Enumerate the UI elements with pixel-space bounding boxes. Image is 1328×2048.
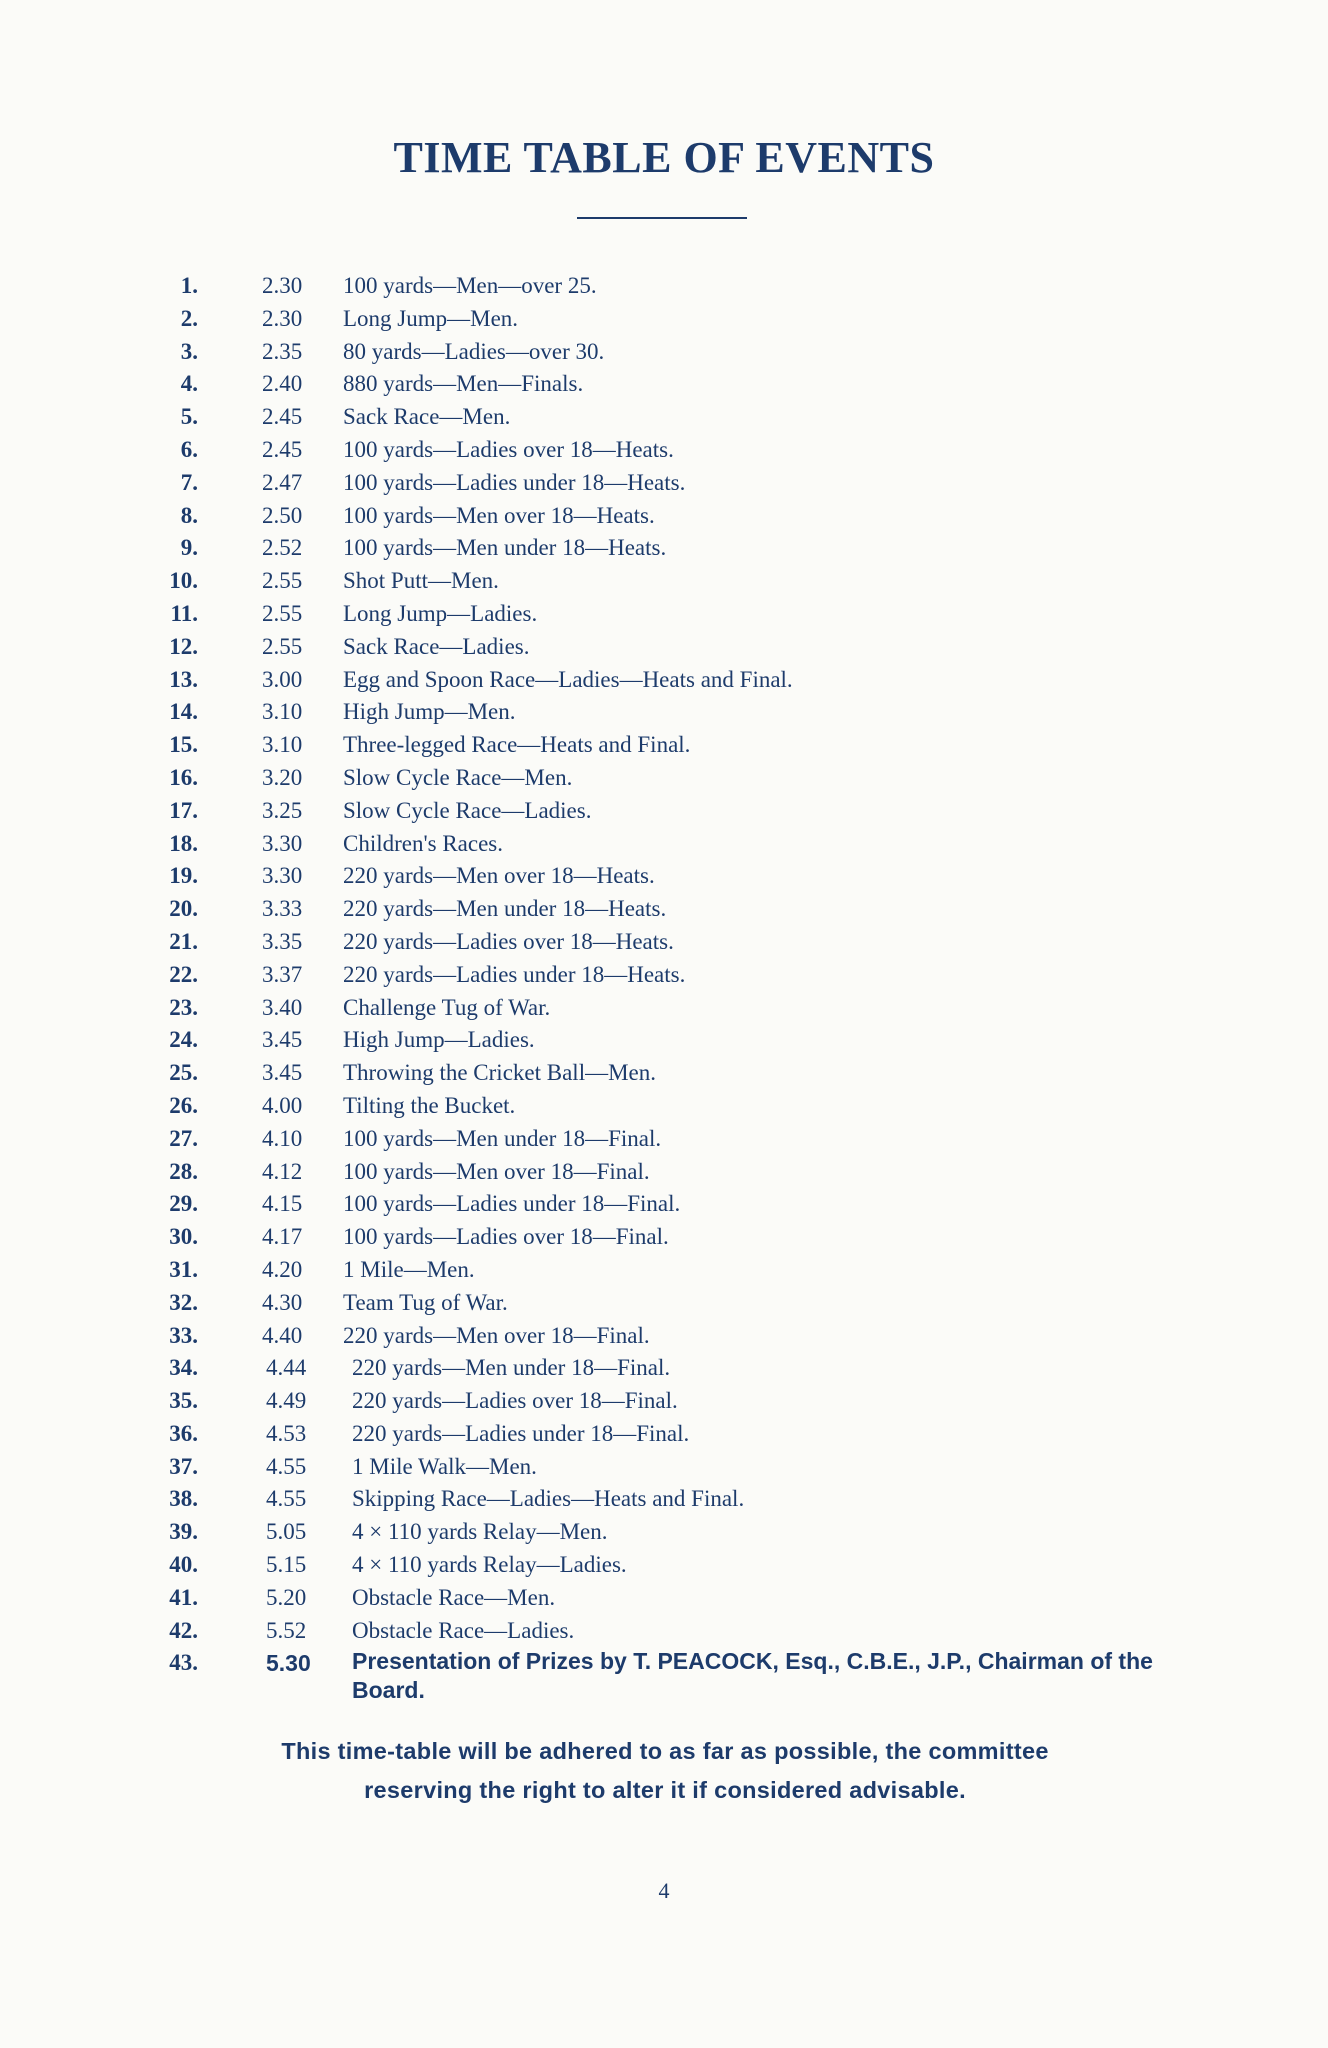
event-description: Long Jump—Men. [343, 305, 519, 331]
event-row [0, 959, 1328, 992]
event-number: 17. [169, 797, 198, 823]
event-number: 9. [180, 535, 198, 561]
event-row [0, 467, 1328, 500]
event-row [0, 1090, 1328, 1123]
event-description: 80 yards—Ladies—over 30. [343, 338, 605, 364]
event-row [0, 1221, 1328, 1254]
event-row [0, 1156, 1328, 1189]
event-description: 220 yards—Men under 18—Final. [352, 1355, 671, 1381]
event-time: 2.55 [262, 633, 303, 659]
event-description: Slow Cycle Race—Ladies. [343, 797, 592, 823]
event-description: 100 yards—Ladies under 18—Heats. [343, 469, 686, 495]
event-row [0, 1287, 1328, 1320]
event-number: 39. [169, 1519, 198, 1545]
event-number: 4. [180, 371, 198, 397]
event-description: Long Jump—Ladies. [343, 600, 538, 626]
event-time: 5.20 [266, 1584, 307, 1610]
event-row [0, 1123, 1328, 1156]
event-number: 31. [169, 1256, 198, 1282]
event-description: 220 yards—Ladies over 18—Final. [352, 1388, 678, 1414]
event-time: 3.10 [262, 732, 303, 758]
event-number: 34. [169, 1355, 198, 1381]
event-time: 5.05 [266, 1519, 307, 1545]
event-row [0, 434, 1328, 467]
event-time: 2.30 [262, 273, 303, 298]
event-time: 2.35 [262, 338, 303, 364]
event-number: 14. [169, 699, 198, 725]
event-time: 5.15 [266, 1552, 307, 1578]
event-time: 2.50 [262, 502, 303, 528]
event-description: 100 yards—Ladies over 18—Final. [343, 1224, 669, 1250]
event-description: 1 Mile Walk—Men. [352, 1453, 537, 1479]
event-number: 5. [180, 404, 198, 430]
event-description: 1 Mile—Men. [343, 1256, 475, 1282]
event-description: 220 yards—Ladies under 18—Final. [352, 1420, 690, 1446]
event-row [0, 1024, 1328, 1057]
event-number: 19. [169, 863, 198, 889]
page-title: TIME TABLE OF EVENTS [393, 133, 935, 182]
timetable-note: This time-table will be adhered to as far as possible, the committee reserving the right to alter it if considered advisable. [281, 1738, 1049, 1803]
event-row [0, 532, 1328, 565]
event-number: 26. [169, 1092, 198, 1118]
event-description: 4 × 110 yards Relay—Men. [352, 1519, 608, 1545]
event-description: 220 yards—Men over 18—Heats. [343, 863, 655, 889]
event-time: 4.55 [266, 1453, 307, 1479]
event-time: 3.20 [262, 764, 303, 790]
event-number: 2. [180, 305, 198, 331]
event-row [0, 303, 1328, 336]
event-number: 40. [169, 1552, 198, 1578]
event-description: 100 yards—Men—over 25. [343, 273, 597, 298]
event-time: 3.10 [262, 699, 303, 725]
event-number: 35. [169, 1388, 198, 1414]
event-number: 7. [180, 469, 198, 495]
event-time: 5.30 [266, 1650, 311, 1677]
events-list [0, 270, 1328, 1705]
event-time: 2.55 [262, 568, 303, 594]
event-time: 3.00 [262, 666, 303, 692]
event-number: 6. [180, 436, 198, 462]
event-description: 100 yards—Ladies over 18—Heats. [343, 436, 674, 462]
event-number: 30. [169, 1224, 198, 1250]
event-row [0, 729, 1328, 762]
event-row [0, 1582, 1328, 1615]
event-description: 220 yards—Men under 18—Heats. [343, 896, 667, 922]
event-description: High Jump—Men. [343, 699, 516, 725]
event-row [0, 565, 1328, 598]
event-row [0, 1057, 1328, 1090]
event-description: Skipping Race—Ladies—Heats and Final. [352, 1486, 745, 1512]
event-number: 15. [169, 732, 198, 758]
event-description: 100 yards—Men over 18—Heats. [343, 502, 655, 528]
event-time: 4.49 [266, 1388, 307, 1414]
event-time: 4.53 [266, 1420, 307, 1446]
event-description: Three-legged Race—Heats and Final. [343, 732, 691, 758]
event-row [0, 1451, 1328, 1484]
event-number: 18. [169, 830, 198, 856]
event-description: 880 yards—Men—Finals. [343, 371, 584, 397]
event-description: Team Tug of War. [343, 1289, 508, 1315]
event-description: Presentation of Prizes by T. PEACOCK, Esq., C.B.E., J.P., Chairman of the Board. [352, 1648, 1153, 1704]
event-row [0, 696, 1328, 729]
event-row [0, 1352, 1328, 1385]
page-number: 4 [658, 1878, 670, 1903]
event-row [0, 1320, 1328, 1353]
event-description: Slow Cycle Race—Men. [343, 764, 573, 790]
event-row [0, 631, 1328, 664]
event-row [0, 598, 1328, 631]
event-row [0, 762, 1328, 795]
event-number: 41. [169, 1584, 198, 1610]
event-row [0, 1188, 1328, 1221]
event-time: 2.40 [262, 371, 303, 397]
event-row [0, 401, 1328, 434]
event-time: 3.25 [262, 797, 303, 823]
event-row [0, 500, 1328, 533]
event-time: 2.45 [262, 404, 303, 430]
event-description: Children's Races. [343, 830, 504, 856]
event-time: 3.30 [262, 830, 303, 856]
event-row [0, 992, 1328, 1025]
event-time: 4.55 [266, 1486, 307, 1512]
event-time: 2.52 [262, 535, 303, 561]
event-number: 36. [169, 1420, 198, 1446]
event-number: 28. [169, 1158, 198, 1184]
event-row [0, 1647, 1328, 1705]
event-time: 4.10 [262, 1125, 303, 1151]
event-description: 100 yards—Men over 18—Final. [343, 1158, 650, 1184]
event-time: 3.30 [262, 863, 303, 889]
event-time: 3.45 [262, 1060, 303, 1086]
event-time: 3.35 [262, 928, 303, 954]
event-time: 4.12 [262, 1158, 303, 1184]
title-divider [577, 217, 747, 219]
event-time: 3.40 [262, 994, 303, 1020]
event-number: 43. [169, 1650, 198, 1676]
event-time: 2.55 [262, 600, 303, 626]
event-number: 10. [169, 568, 198, 594]
event-number: 25. [169, 1060, 198, 1086]
event-row [0, 1385, 1328, 1418]
event-number: 11. [170, 600, 198, 626]
event-number: 32. [169, 1289, 198, 1315]
event-number: 20. [169, 896, 198, 922]
event-number: 16. [169, 764, 198, 790]
event-row [0, 270, 1328, 303]
event-time: 4.17 [262, 1224, 303, 1250]
event-number: 37. [169, 1453, 198, 1479]
event-description: 220 yards—Ladies under 18—Heats. [343, 961, 686, 987]
event-description: 220 yards—Men over 18—Final. [343, 1322, 650, 1348]
event-description: 100 yards—Ladies under 18—Final. [343, 1191, 681, 1217]
event-time: 3.45 [262, 1027, 303, 1053]
event-time: 5.52 [266, 1617, 307, 1643]
event-description: 220 yards—Ladies over 18—Heats. [343, 928, 674, 954]
event-description: 100 yards—Men under 18—Heats. [343, 535, 667, 561]
event-row [0, 1615, 1328, 1648]
event-number: 13. [169, 666, 198, 692]
event-description: Obstacle Race—Men. [352, 1584, 556, 1610]
event-description: Sack Race—Men. [343, 404, 511, 430]
event-description: Sack Race—Ladies. [343, 633, 530, 659]
event-time: 4.40 [262, 1322, 303, 1348]
event-number: 21. [169, 928, 198, 954]
event-time: 3.33 [262, 896, 303, 922]
event-time: 4.15 [262, 1191, 303, 1217]
event-number: 1. [180, 273, 198, 298]
event-number: 27. [169, 1125, 198, 1151]
event-description: 100 yards—Men under 18—Final. [343, 1125, 662, 1151]
event-number: 38. [169, 1486, 198, 1512]
event-number: 22. [169, 961, 198, 987]
event-row [0, 1516, 1328, 1549]
event-time: 4.20 [262, 1256, 303, 1282]
event-description: 4 × 110 yards Relay—Ladies. [352, 1552, 627, 1578]
event-row [0, 893, 1328, 926]
event-row [0, 368, 1328, 401]
event-row [0, 1418, 1328, 1451]
event-number: 12. [169, 633, 198, 659]
event-time: 4.44 [266, 1355, 307, 1381]
event-row [0, 1549, 1328, 1582]
event-number: 23. [169, 994, 198, 1020]
event-number: 3. [180, 338, 198, 364]
event-time: 3.37 [262, 961, 303, 987]
event-number: 24. [169, 1027, 198, 1053]
event-time: 4.30 [262, 1289, 303, 1315]
event-time: 2.47 [262, 469, 303, 495]
event-number: 33. [169, 1322, 198, 1348]
event-description: Shot Putt—Men. [343, 568, 499, 594]
event-number: 42. [169, 1617, 198, 1643]
event-time: 2.30 [262, 305, 303, 331]
event-time: 2.45 [262, 436, 303, 462]
event-row [0, 1254, 1328, 1287]
event-description: Obstacle Race—Ladies. [352, 1617, 575, 1643]
event-description: High Jump—Ladies. [343, 1027, 535, 1053]
event-time: 4.00 [262, 1092, 303, 1118]
event-row [0, 828, 1328, 861]
event-description: Egg and Spoon Race—Ladies—Heats and Final. [343, 666, 793, 692]
event-row [0, 860, 1328, 893]
event-description: Throwing the Cricket Ball—Men. [343, 1060, 656, 1086]
event-number: 29. [169, 1191, 198, 1217]
event-row [0, 1483, 1328, 1516]
event-description: Tilting the Bucket. [343, 1092, 516, 1118]
event-description: Challenge Tug of War. [343, 994, 551, 1020]
event-row [0, 664, 1328, 697]
event-row [0, 926, 1328, 959]
event-row [0, 336, 1328, 369]
event-row [0, 795, 1328, 828]
event-number: 8. [180, 502, 198, 528]
